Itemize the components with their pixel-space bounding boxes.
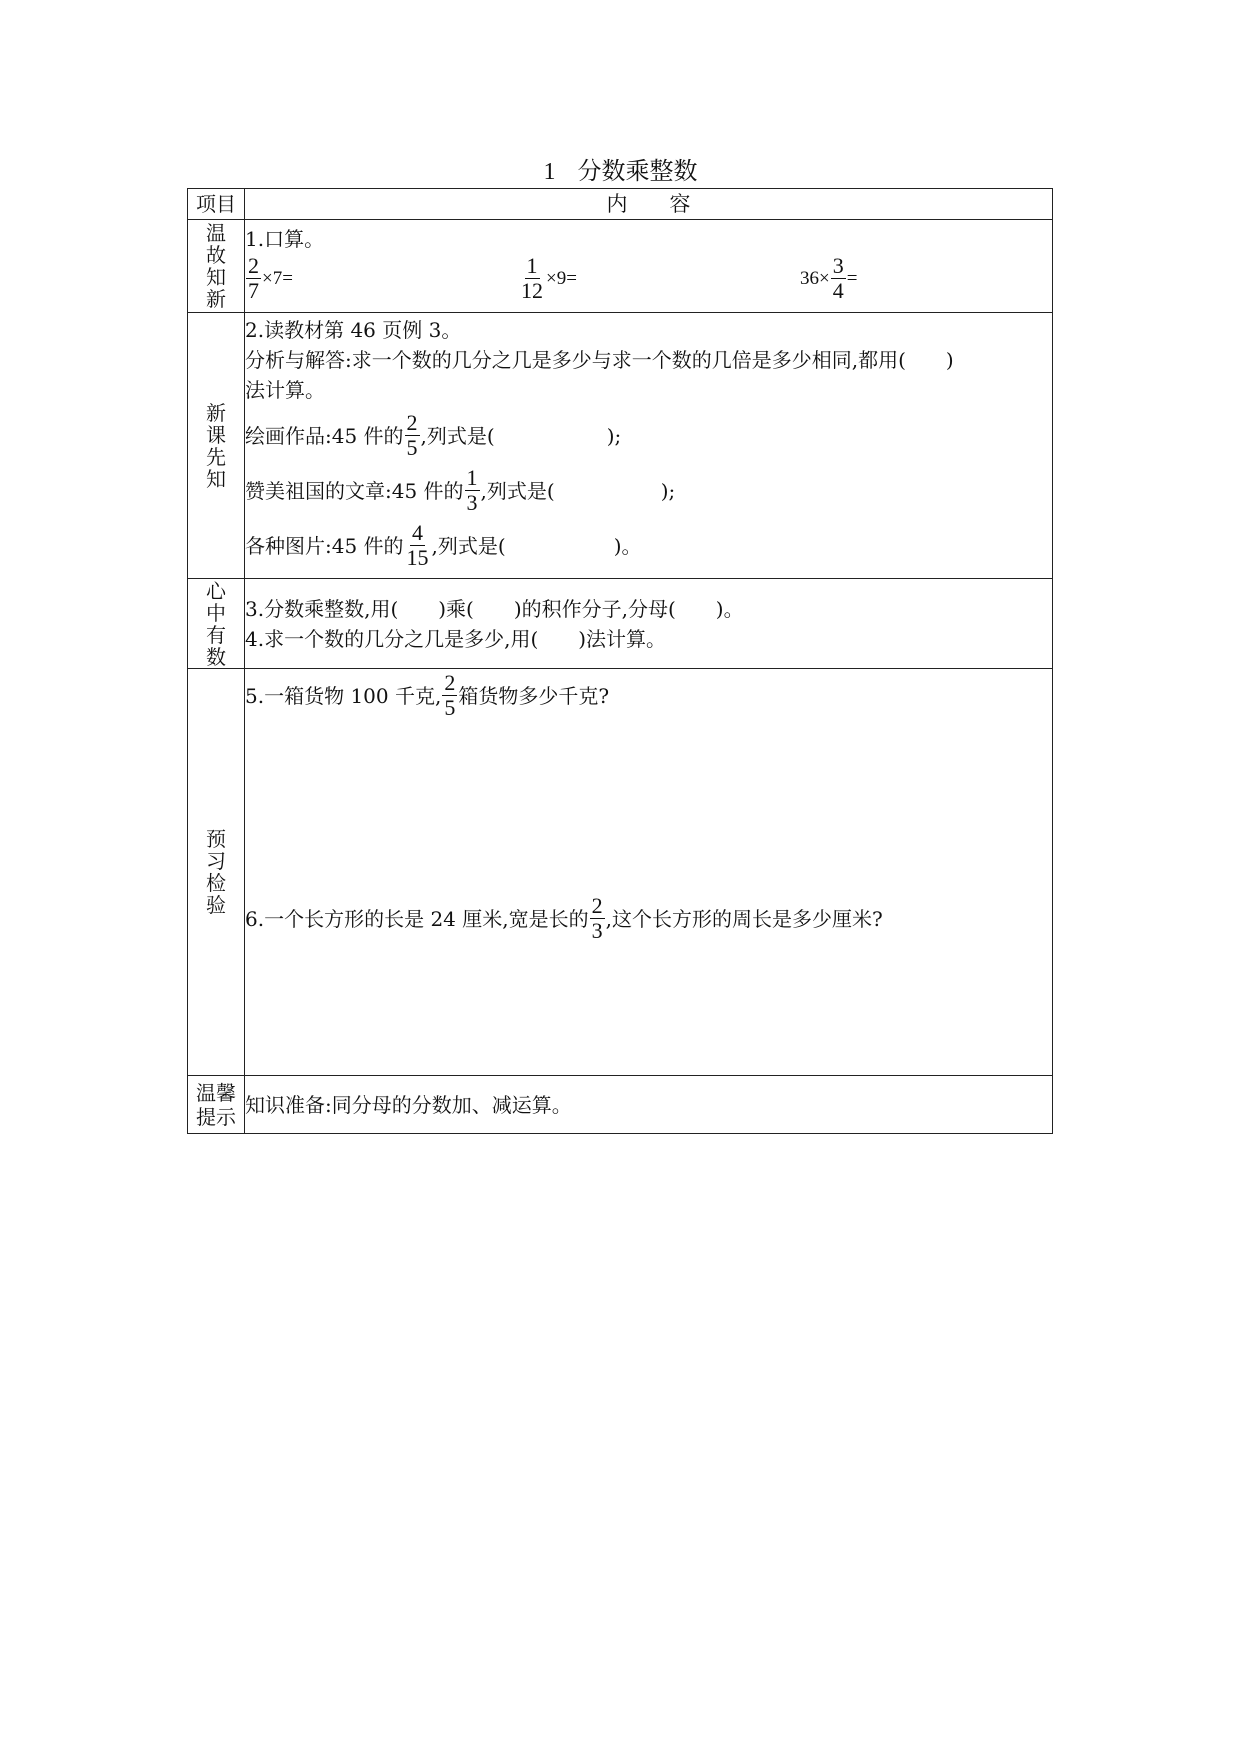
summary-content [245, 579, 1053, 669]
section-label-practice [188, 669, 245, 1076]
section-new-lesson [188, 313, 1053, 579]
row-paintings-post: ,列式是( [420, 423, 495, 448]
header-col-content [245, 189, 1053, 220]
fraction: $\frac{2}{3}$ [591, 893, 603, 943]
tip-label-2: 提示 [196, 1104, 236, 1129]
title-text: 分数乘整数 [577, 157, 698, 185]
summary-label: 心中有数 [206, 578, 226, 669]
section-label-new-lesson [188, 313, 245, 579]
calc-item-1 [245, 254, 293, 303]
tip-label-1: 温馨 [196, 1080, 236, 1105]
q1-title: 1.口算。 [245, 227, 325, 251]
header-content-label: 内 容 [606, 192, 691, 216]
fraction: $\frac{2}{5}$ [406, 410, 418, 460]
q5-answer-area[interactable] [245, 720, 1052, 894]
fraction: $\frac{1}{12}$ [521, 253, 543, 303]
mental-math-row [245, 254, 1052, 312]
header-row [188, 189, 1053, 220]
section-summary [188, 579, 1053, 669]
q4: 4.求一个数的几分之几是多少,用( )法计算。 [245, 626, 667, 651]
analysis-line-1: 分析与解答:求一个数的几分之几是多少与求一个数的几倍是多少相同,都用( ) [245, 348, 954, 372]
header-col-item [188, 189, 245, 220]
row-paintings-end: ); [606, 423, 622, 448]
section-label-review [188, 220, 245, 313]
page-title [0, 156, 1241, 187]
q5-pre: 5.一箱货物 100 千克, [245, 683, 442, 708]
fraction: $\frac{3}{4}$ [832, 253, 844, 303]
row-articles [245, 466, 1052, 515]
fraction: $\frac{2}{7}$ [248, 253, 259, 303]
q6 [245, 894, 1052, 943]
q5-post: 箱货物多少千克? [458, 683, 610, 708]
calc-expr-3: = [846, 267, 858, 289]
practice-label: 预习检验 [206, 827, 226, 917]
review-label: 温故知新 [206, 221, 226, 311]
calc-item-2 [518, 254, 577, 303]
section-label-tip [188, 1076, 245, 1134]
review-content [245, 220, 1053, 313]
q3: 3.分数乘整数,用( )乘( )的积作分子,分母( )。 [245, 596, 744, 621]
header-item-label: 项目 [196, 192, 236, 216]
analysis-line-2: 法计算。 [245, 378, 325, 402]
row-paintings [245, 411, 1052, 460]
q5 [245, 671, 1052, 720]
row-pictures [245, 521, 1052, 570]
fraction: $\frac{4}{15}$ [406, 520, 429, 570]
row-paintings-pre: 绘画作品:45 件的 [245, 423, 404, 448]
tip-text: 知识准备:同分母的分数加、减运算。 [245, 1092, 572, 1117]
section-tip [188, 1076, 1053, 1134]
section-practice [188, 669, 1053, 1076]
calc-expr-1: ×7= [262, 267, 293, 289]
calc-prefix-3: 36× [800, 267, 830, 289]
q2-title: 2.读教材第 46 页例 3。 [245, 318, 462, 342]
row-articles-post: ,列式是( [480, 478, 555, 503]
q6-post: ,这个长方形的周长是多少厘米? [605, 906, 883, 931]
fraction: $\frac{1}{3}$ [466, 465, 478, 515]
worksheet-table [187, 188, 1053, 1134]
row-articles-pre: 赞美祖国的文章:45 件的 [245, 478, 464, 503]
q6-answer-area[interactable] [245, 943, 1052, 1053]
section-label-summary [188, 579, 245, 669]
calc-expr-2: ×9= [546, 267, 577, 289]
row-pictures-post: ,列式是( [431, 533, 506, 558]
practice-content [245, 669, 1053, 1076]
section-review [188, 220, 1053, 313]
fraction: $\frac{2}{5}$ [444, 670, 456, 720]
row-pictures-pre: 各种图片:45 件的 [245, 533, 404, 558]
row-articles-end: ); [660, 478, 676, 503]
tip-content [245, 1076, 1053, 1134]
new-lesson-content [245, 313, 1053, 579]
new-lesson-label: 新课先知 [206, 400, 226, 491]
calc-item-3 [800, 254, 857, 303]
title-number: 1 [543, 159, 556, 185]
q6-pre: 6.一个长方形的长是 24 厘米,宽是长的 [245, 906, 589, 931]
row-pictures-end: )。 [613, 533, 642, 558]
